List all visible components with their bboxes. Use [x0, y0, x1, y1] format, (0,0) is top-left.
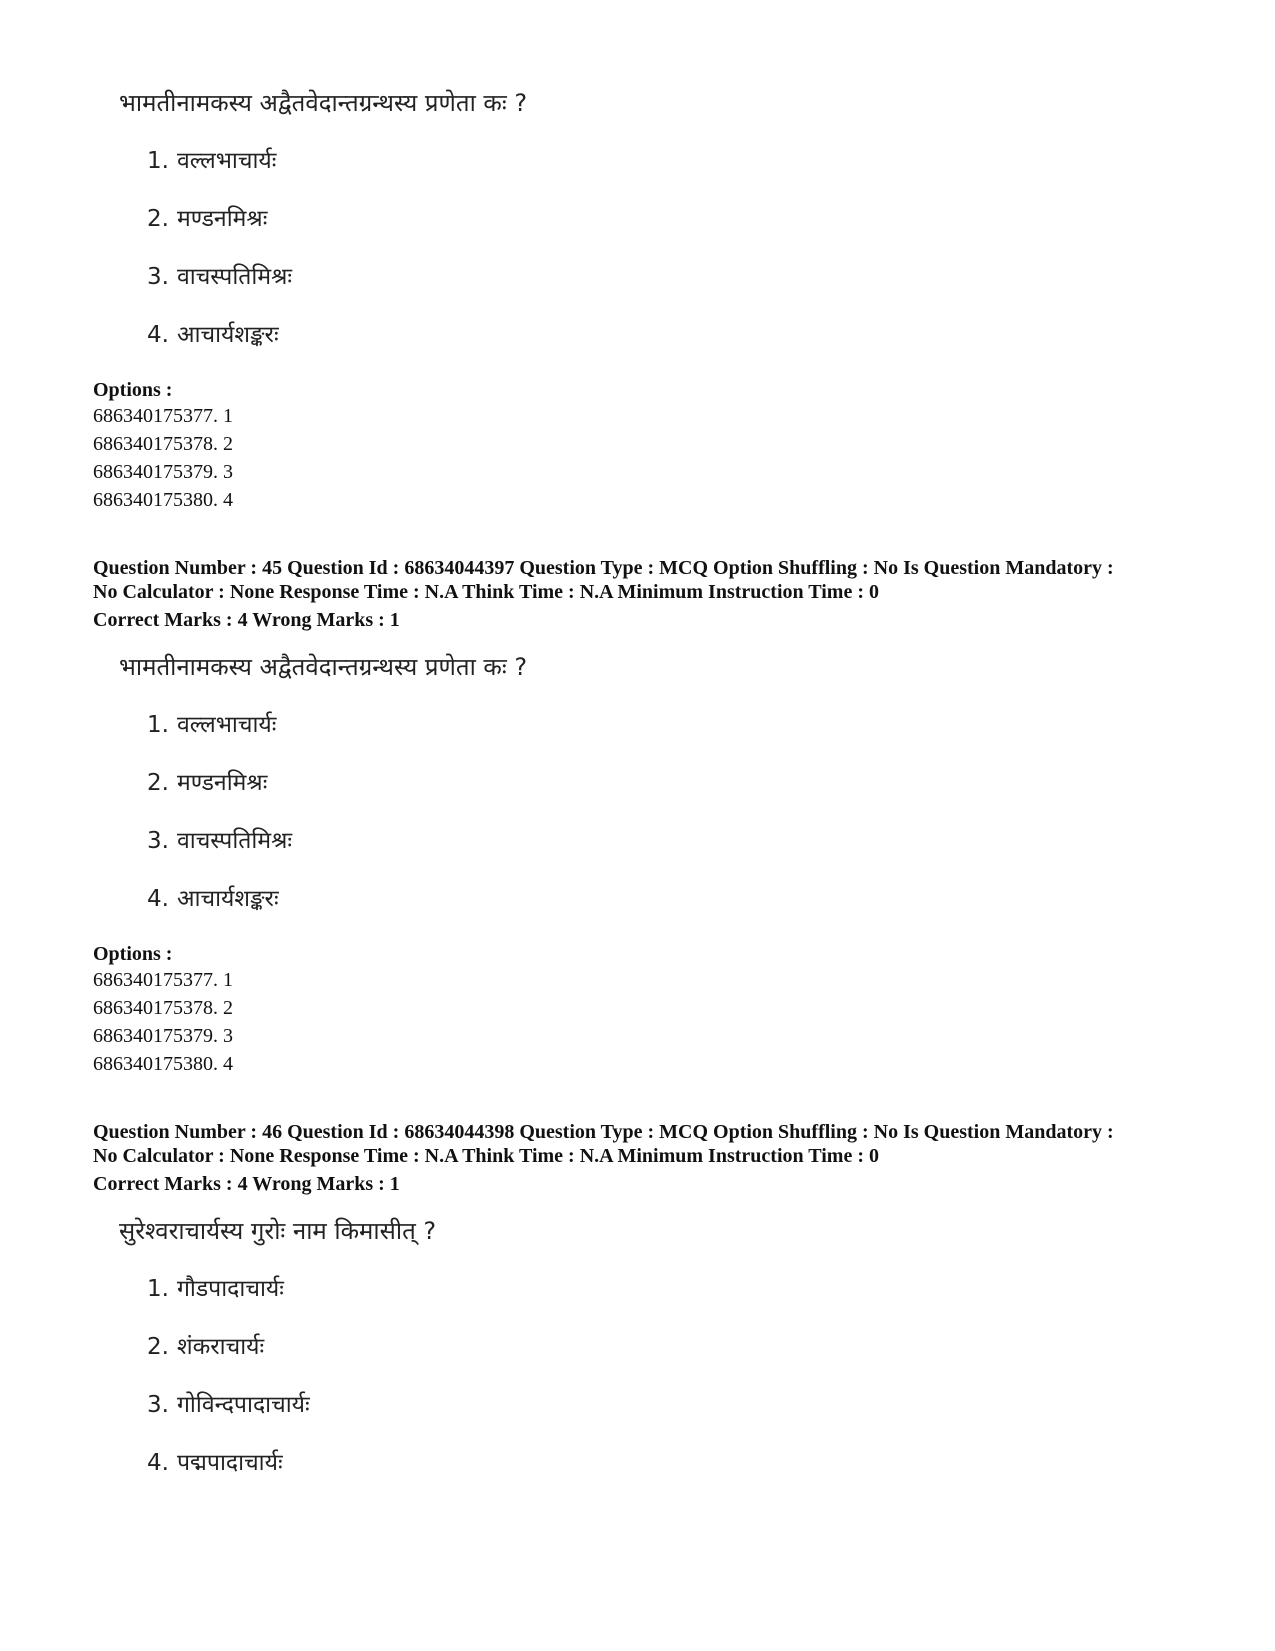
marks-line: Correct Marks : 4 Wrong Marks : 1	[93, 609, 400, 631]
options-block-44	[93, 378, 1193, 514]
meta-line: No Calculator : None Response Time : N.A Think Time : N.A Minimum Instruction Time : 0	[93, 1145, 879, 1167]
choice-number: 1.	[147, 148, 169, 174]
choice-text: वल्लभाचार्यः	[176, 712, 277, 738]
options-label: Options :	[93, 943, 173, 965]
choice-3	[147, 826, 1193, 856]
choice-4	[147, 884, 1193, 914]
question-block-45	[93, 652, 1193, 914]
choice-number: 2.	[147, 206, 169, 232]
option-id-line: 686340175378. 2	[93, 997, 233, 1019]
option-id-line: 686340175379. 3	[93, 1025, 233, 1047]
choice-text: मण्डनमिश्रः	[176, 206, 268, 232]
question-text: भामतीनामकस्य अद्वैतवेदान्तग्रन्थस्य प्रणेता कः ?	[119, 89, 528, 117]
question-meta-45	[93, 556, 1193, 632]
choice-number: 4.	[147, 1450, 169, 1476]
question-block-46	[93, 1216, 1193, 1478]
choice-text: शंकराचार्यः	[176, 1334, 265, 1360]
choice-number: 4.	[147, 886, 169, 912]
choice-number: 3.	[147, 828, 169, 854]
choice-text: वाचस्पतिमिश्रः	[176, 264, 293, 290]
option-id-line: 686340175380. 4	[93, 1053, 233, 1075]
question-block-44	[93, 88, 1193, 350]
choice-3	[147, 1390, 1193, 1420]
option-id-line: 686340175377. 1	[93, 969, 233, 991]
options-label: Options :	[93, 379, 173, 401]
choice-number: 1.	[147, 1276, 169, 1302]
choice-4	[147, 1448, 1193, 1478]
meta-line: Question Number : 45 Question Id : 68634044397 Question Type : MCQ Option Shuffling : No Is Question Mandatory :	[93, 557, 1114, 579]
choice-2	[147, 204, 1193, 234]
choice-3	[147, 262, 1193, 292]
choice-text: गोविन्दपादाचार्यः	[176, 1392, 310, 1418]
options-block-45	[93, 942, 1193, 1078]
choice-text: पद्मपादाचार्यः	[176, 1450, 283, 1476]
choice-text: आचार्यशङ्करः	[176, 322, 279, 348]
choice-number: 2.	[147, 1334, 169, 1360]
option-id-line: 686340175377. 1	[93, 405, 233, 427]
choice-2	[147, 1332, 1193, 1362]
choice-4	[147, 320, 1193, 350]
option-id-line: 686340175378. 2	[93, 433, 233, 455]
choice-1	[147, 146, 1193, 176]
meta-line: Question Number : 46 Question Id : 68634044398 Question Type : MCQ Option Shuffling : No Is Question Mandatory :	[93, 1121, 1114, 1143]
choice-text: मण्डनमिश्रः	[176, 770, 268, 796]
choice-number: 1.	[147, 712, 169, 738]
choice-number: 2.	[147, 770, 169, 796]
choice-text: गौडपादाचार्यः	[176, 1276, 284, 1302]
choice-1	[147, 1274, 1193, 1304]
meta-line: No Calculator : None Response Time : N.A Think Time : N.A Minimum Instruction Time : 0	[93, 581, 879, 603]
option-id-line: 686340175379. 3	[93, 461, 233, 483]
choice-2	[147, 768, 1193, 798]
choice-number: 3.	[147, 264, 169, 290]
option-id-line: 686340175380. 4	[93, 489, 233, 511]
choice-1	[147, 710, 1193, 740]
choice-text: वाचस्पतिमिश्रः	[176, 828, 293, 854]
choice-number: 4.	[147, 322, 169, 348]
choice-text: आचार्यशङ्करः	[176, 886, 279, 912]
choice-number: 3.	[147, 1392, 169, 1418]
question-text: सुरेश्वराचार्यस्य गुरोः नाम किमासीत् ?	[119, 1217, 437, 1245]
question-meta-46	[93, 1120, 1193, 1196]
question-text: भामतीनामकस्य अद्वैतवेदान्तग्रन्थस्य प्रणेता कः ?	[119, 653, 528, 681]
marks-line: Correct Marks : 4 Wrong Marks : 1	[93, 1173, 400, 1195]
choice-text: वल्लभाचार्यः	[176, 148, 277, 174]
